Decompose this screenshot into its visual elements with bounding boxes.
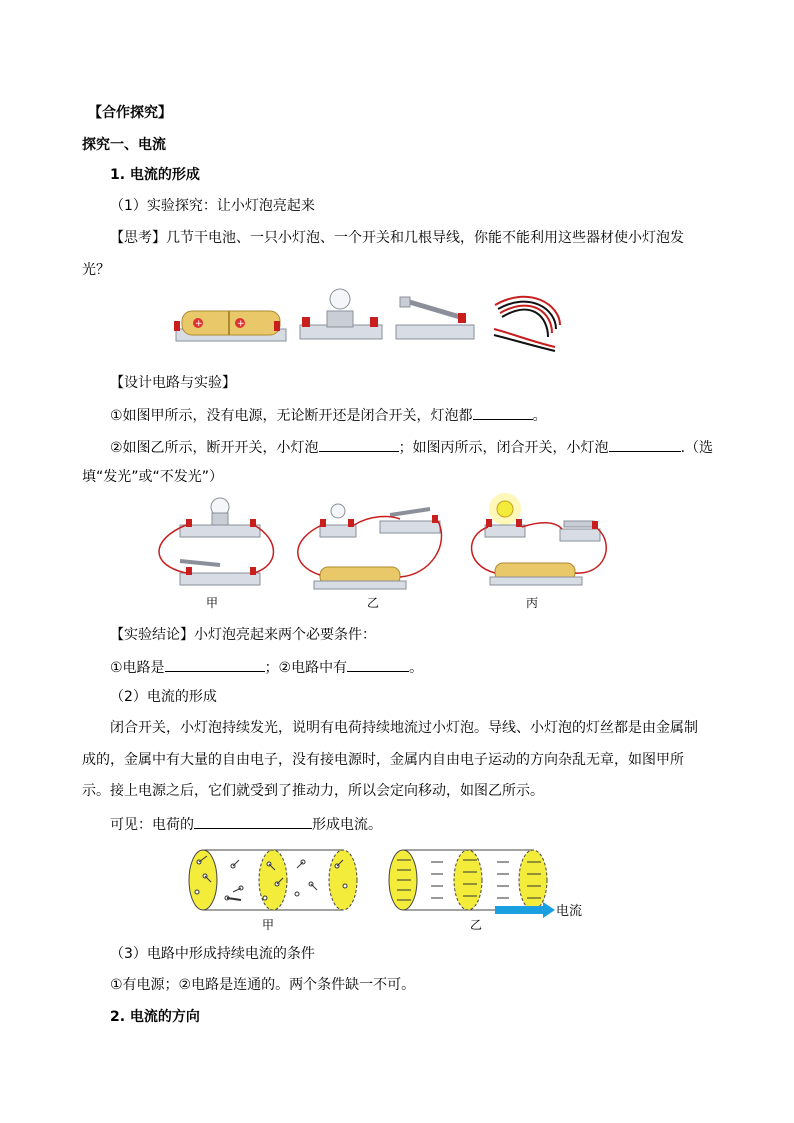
q2-text-b: ；如图丙所示，闭合开关，小灯泡 [398,440,609,456]
current-arrow-head [543,902,555,918]
electron-figure [185,848,605,923]
svg-text:+: + [237,319,245,329]
item-1-title [110,166,200,184]
circuit-yi [298,504,442,589]
visible-line [110,814,382,834]
equipment-figure [170,285,570,360]
sub-3: （3）电路中形成持续电流的条件 [110,946,315,962]
caption-bing: 丙 [526,596,539,610]
conditions [110,657,423,677]
sub-1: （1）实验探究：让小灯泡亮起来 [110,198,315,214]
cond-text-c: 。 [409,660,424,676]
circuit-jia [159,498,274,585]
para-line-2: 成的，金属中有大量的自由电子，没有接电源时，金属内自由电子运动的方向杂乱无章，如图甲所 [82,752,684,768]
question-2-line-2: 填“发光”或“不发光”） [82,469,224,485]
cond-blank-1[interactable] [165,657,265,672]
current-arrow-shaft [495,906,543,914]
section-title: 探究一、电流 [82,137,166,153]
conclusion: 【实验结论】小灯泡亮起来两个必要条件： [110,627,376,643]
think-line-2: 光？ [82,262,110,278]
q2-blank-2[interactable] [609,437,681,452]
design-title: 【设计电路与实验】 [110,375,236,391]
question-1 [110,405,547,425]
caption-jia: 甲 [206,596,219,610]
current-label: 电流 [556,904,583,919]
item-2-title: 2. 电流的方向 [110,1009,200,1025]
q1-end: 。 [532,408,547,424]
wire-jia [189,850,357,910]
para-line-3: 示。接上电源之后，它们就受到了推动力，所以会定向移动，如图乙所示。 [82,783,544,799]
q1-blank[interactable] [473,405,533,420]
visible-blank[interactable] [194,814,312,829]
wire-yi [389,850,555,918]
question-2 [110,437,713,457]
think-line-1: 【思考】几节干电池、一只小灯泡、一个开关和几根导线，你能不能利用这些器材使小灯泡发 [110,230,684,246]
cond-text-a: ①电路是 [110,660,165,676]
q2-text-a: ②如图乙所示，断开开关，小灯泡 [110,440,319,456]
para-line-1: 闭合开关，小灯泡持续发光，说明有电荷持续地流过小灯泡。导线、小灯泡的灯丝都是由金属制 [110,720,698,736]
q2-text-c: .（选 [680,440,714,456]
caption-wire-jia: 甲 [262,918,275,932]
circuit-figures [150,485,610,595]
wires-bundle [494,297,560,351]
circuit-bing [472,493,607,585]
q2-blank-1[interactable] [319,437,399,452]
svg-text:+: + [195,319,203,329]
caption-yi: 乙 [367,596,380,610]
cond-blank-2[interactable] [347,657,409,672]
battery-pack [174,311,286,341]
q1-text: ①如图甲所示，没有电源，无论断开还是闭合开关，灯泡都 [110,408,473,424]
switch-on-base [396,297,474,339]
sub-3-text: ①有电源；②电路是连通的。两个条件缺一不可。 [110,977,416,993]
visible-text-b: 形成电流。 [312,817,382,833]
bulb-on-base [300,289,382,339]
visible-text-a: 可见：电荷的 [110,817,194,833]
caption-wire-yi: 乙 [470,918,483,932]
sub-2: （2）电流的形成 [110,689,217,705]
cond-text-b: ；②电路中有 [264,660,348,676]
item-1-text: 1. 电流的形成 [110,167,200,183]
heading: 【合作探究】 [88,105,172,121]
